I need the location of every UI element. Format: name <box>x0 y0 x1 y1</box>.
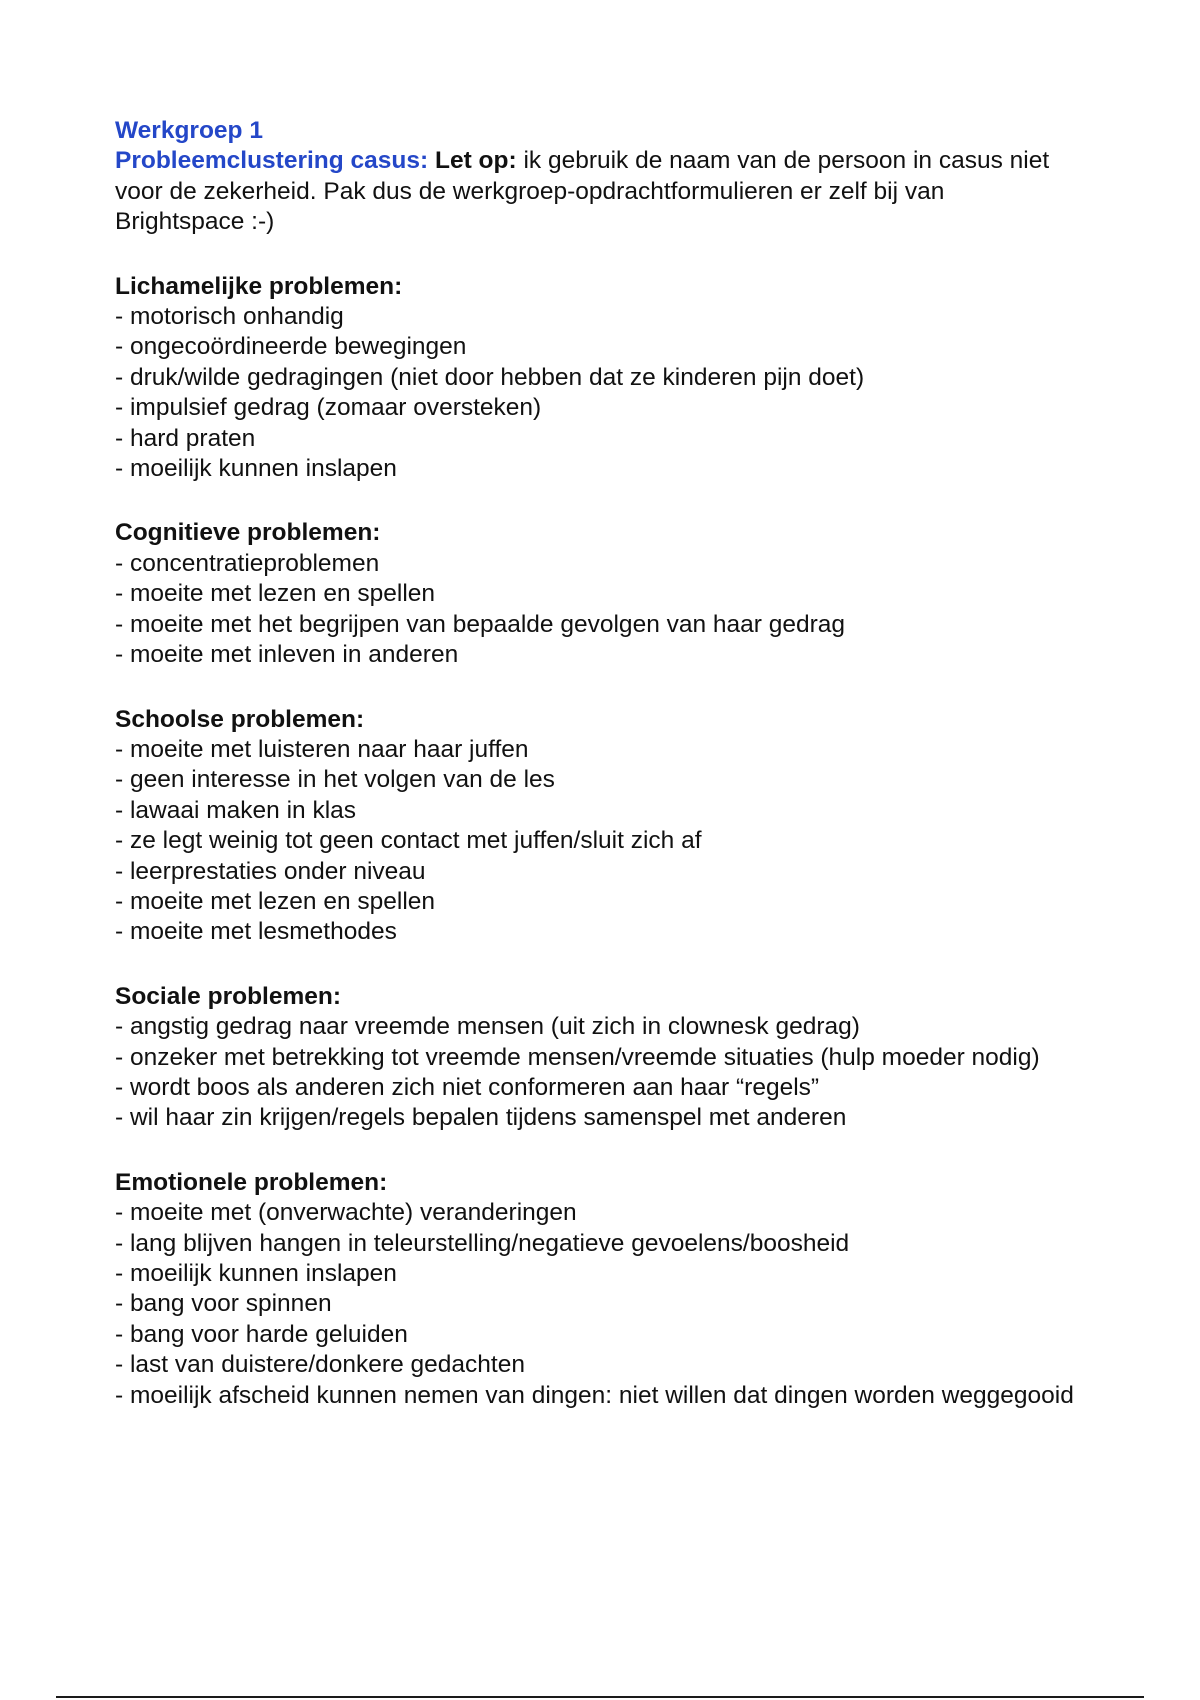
list-item: - moeite met lezen en spellen <box>115 887 436 915</box>
item-list <box>115 1012 1075 1134</box>
section-cognitieve <box>115 518 1075 670</box>
document-title: Werkgroep 1 <box>115 117 263 144</box>
list-item: - bang voor spinnen <box>115 1290 332 1318</box>
list-item: - moeite met lesmethodes <box>115 918 397 946</box>
section-heading: Sociale problemen: <box>115 982 342 1010</box>
document-page <box>115 116 1075 1411</box>
list-item: - angstig gedrag naar vreemde mensen (uit zich in clownesk gedrag) <box>115 1013 860 1041</box>
list-item: - last van duistere/donkere gedachten <box>115 1351 525 1379</box>
item-list <box>115 549 1075 671</box>
list-item: - moeilijk kunnen inslapen <box>115 1260 397 1287</box>
section-sociale <box>115 982 1075 1134</box>
subtitle-label: Probleemclustering casus: <box>115 147 429 175</box>
list-item: - wordt boos als anderen zich niet conformeren aan haar “regels” <box>115 1073 820 1101</box>
list-item: - leerprestaties onder niveau <box>115 857 426 885</box>
note-text: ik gebruik de naam van de persoon in casus niet voor de zekerheid. Pak dus de werkgroep-opdrachtformulieren er zelf bij van Brightspace :-) <box>115 147 1050 236</box>
list-item: - moeite met (onverwachte) veranderingen <box>115 1199 577 1227</box>
section-emotionele <box>115 1168 1075 1411</box>
list-item: - motorisch onhandig <box>115 303 344 331</box>
list-item: - moeilijk afscheid kunnen nemen van dingen: niet willen dat dingen worden weggegooid <box>115 1381 1074 1409</box>
list-item: - concentratieproblemen <box>115 549 380 577</box>
section-heading: Emotionele problemen: <box>115 1168 388 1196</box>
list-item: - moeite met lezen en spellen <box>115 580 436 608</box>
list-item: - moeilijk kunnen inslapen <box>115 455 397 483</box>
list-item: - geen interesse in het volgen van de les <box>115 766 555 794</box>
section-heading: Schoolse problemen: <box>115 705 365 733</box>
list-item: - onzeker met betrekking tot vreemde mensen/vreemde situaties (hulp moeder nodig) <box>115 1043 1040 1071</box>
page-bottom-divider <box>56 1696 1144 1698</box>
list-item: - lang blijven hangen in teleurstelling/negatieve gevoelens/boosheid <box>115 1229 850 1257</box>
list-item: - bang voor harde geluiden <box>115 1320 408 1348</box>
list-item: - moeite met het begrijpen van bepaalde gevolgen van haar gedrag <box>115 610 846 638</box>
list-item: - ze legt weinig tot geen contact met juffen/sluit zich af <box>115 827 702 855</box>
section-heading: Cognitieve problemen: <box>115 519 381 547</box>
list-item: - moeite met luisteren naar haar juffen <box>115 735 529 763</box>
list-item: - impulsief gedrag (zomaar oversteken) <box>115 394 542 422</box>
intro-paragraph <box>115 146 1075 237</box>
note-label: Let op: <box>434 147 517 175</box>
section-schoolse <box>115 705 1075 948</box>
section-heading: Lichamelijke problemen: <box>115 272 403 300</box>
item-list <box>115 302 1075 484</box>
list-item: - moeite met inleven in anderen <box>115 641 459 669</box>
item-list <box>115 735 1075 948</box>
list-item: - ongecoördineerde bewegingen <box>115 333 467 361</box>
item-list <box>115 1198 1075 1411</box>
list-item: - wil haar zin krijgen/regels bepalen tijdens samenspel met anderen <box>115 1104 847 1132</box>
section-lichamelijke <box>115 272 1075 485</box>
list-item: - lawaai maken in klas <box>115 796 357 824</box>
list-item: - druk/wilde gedragingen (niet door hebben dat ze kinderen pijn doet) <box>115 363 865 391</box>
list-item: - hard praten <box>115 424 256 452</box>
